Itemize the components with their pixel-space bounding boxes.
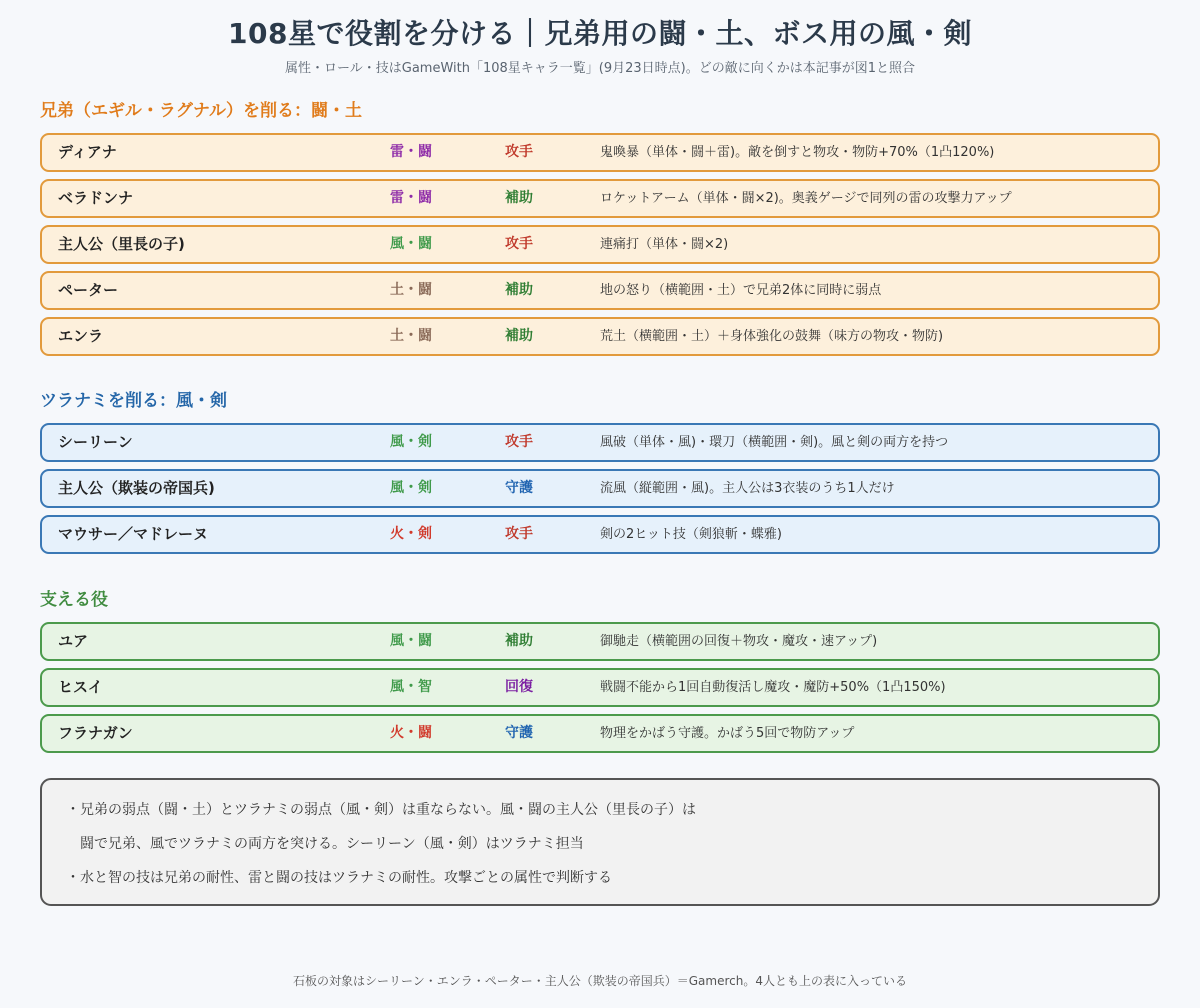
character-row (40, 714, 1160, 753)
attribute-label: 土・闘 (390, 328, 432, 344)
section-tsunami (40, 387, 1160, 561)
attribute-label: 風・智 (390, 679, 432, 695)
attribute-label: 土・闘 (390, 282, 432, 298)
note-line: 闘で兄弟、風でツラナミの両方を突ける。シーリーン（風・剣）はツラナミ担当 (66, 836, 584, 852)
role-label: 補助 (505, 190, 533, 206)
character-name: エンラ (58, 327, 104, 345)
character-name: シーリーン (58, 433, 133, 451)
skill-description: 風破（単体・風)・環刀（横範囲・剣)。風と剣の両方を持つ (600, 435, 949, 450)
section-heading: ツラナミを削る：風・剣 (40, 391, 227, 411)
character-row (40, 317, 1160, 356)
role-label: 攻手 (505, 526, 533, 542)
character-row (40, 225, 1160, 264)
role-label: 攻手 (505, 236, 533, 252)
page-title: 108星で役割を分ける｜兄弟用の闘・土、ボス用の風・剣 (228, 17, 972, 50)
character-row (40, 423, 1160, 462)
attribute-label: 風・剣 (390, 480, 432, 496)
skill-description: 鬼喚暴（単体・闘＋雷)。敵を倒すと物攻・物防+70%（1凸120%) (600, 145, 995, 160)
attribute-label: 雷・闘 (390, 190, 432, 206)
skill-description: ロケットアーム（単体・闘×2)。奥義ゲージで同列の雷の攻撃力アップ (600, 191, 1012, 206)
character-name: フラナガン (58, 724, 133, 742)
attribute-label: 火・闘 (390, 725, 432, 741)
section-heading: 支える役 (40, 590, 108, 610)
skill-description: 地の怒り（横範囲・土）で兄弟2体に同時に弱点 (600, 283, 882, 298)
role-label: 補助 (505, 282, 533, 298)
footer-note: 石板の対象はシーリーン・エンラ・ペーター・主人公（欺装の帝国兵）＝Gamerch。4人とも上の表に入っている (293, 974, 907, 988)
row-list (40, 622, 1160, 753)
character-row (40, 271, 1160, 310)
character-row (40, 133, 1160, 172)
skill-description: 物理をかばう守護。かばう5回で物防アップ (600, 726, 855, 741)
note-line: ・兄弟の弱点（闘・土）とツラナミの弱点（風・剣）は重ならない。風・闘の主人公（里長の子）は (66, 802, 696, 818)
character-name: 主人公（欺装の帝国兵) (58, 479, 215, 497)
section-heading: 兄弟（エギル・ラグナル）を削る：闘・土 (40, 101, 362, 121)
role-label: 守護 (505, 480, 533, 496)
skill-description: 連痛打（単体・闘×2) (600, 237, 729, 252)
summary-note (40, 778, 1160, 906)
character-row (40, 179, 1160, 218)
skill-description: 流風（縦範囲・風)。主人公は3衣装のうち1人だけ (600, 481, 895, 496)
character-row (40, 515, 1160, 554)
section-support (40, 586, 1160, 760)
skill-description: 荒土（横範囲・土）＋身体強化の鼓舞（味方の物攻・物防) (600, 329, 944, 344)
character-name: ペーター (58, 281, 119, 299)
role-label: 補助 (505, 633, 533, 649)
role-label: 回復 (505, 679, 533, 695)
character-name: ディアナ (58, 143, 117, 161)
row-list (40, 133, 1160, 356)
character-name: ベラドンナ (58, 189, 134, 207)
role-label: 攻手 (505, 434, 533, 450)
role-label: 補助 (505, 328, 533, 344)
attribute-label: 火・剣 (390, 526, 432, 542)
attribute-label: 風・闘 (390, 633, 432, 649)
attribute-label: 風・剣 (390, 434, 432, 450)
character-row (40, 469, 1160, 508)
note-line: ・水と智の技は兄弟の耐性、雷と闘の技はツラナミの耐性。攻撃ごとの属性で判断する (66, 870, 612, 886)
page-subtitle: 属性・ロール・技はGameWith「108星キャラ一覧」(9月23日時点)。どの敵に向くかは本記事が図1と照合 (285, 61, 915, 76)
skill-description: 剣の2ヒット技（剣狼斬・蝶雅) (600, 527, 782, 542)
skill-description: 御馳走（横範囲の回復＋物攻・魔攻・速アップ) (600, 634, 878, 649)
attribute-label: 雷・闘 (390, 144, 432, 160)
role-label: 守護 (505, 725, 533, 741)
character-name: ヒスイ (58, 678, 103, 696)
row-list (40, 423, 1160, 554)
skill-description: 戦闘不能から1回自動復活し魔攻・魔防+50%（1凸150%) (600, 680, 946, 695)
character-row (40, 622, 1160, 661)
section-brothers (40, 97, 1160, 363)
role-label: 攻手 (505, 144, 533, 160)
character-name: ユア (58, 632, 89, 650)
attribute-label: 風・闘 (390, 236, 432, 252)
character-name: マウサー／マドレーヌ (58, 525, 209, 543)
character-name: 主人公（里長の子) (58, 235, 185, 253)
character-row (40, 668, 1160, 707)
